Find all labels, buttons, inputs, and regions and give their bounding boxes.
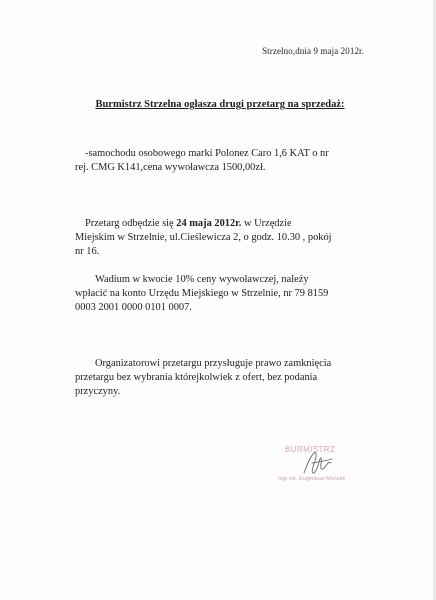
official-stamp [268,445,358,491]
auction-line-3: nr 16. [75,246,100,257]
auction-rest: w Urzędzie [241,218,292,229]
auction-lead: Przetarg odbędzie się [85,218,177,229]
deposit-line-1: Wadium w kwocie 10% ceny wywoławczej, należy [95,274,309,285]
date-line: Strzelno,dnia 9 maja 2012r. [262,46,364,56]
auction-line-2: Miejskim w Strzelnie, ul.Cieślewicza 2, o godz. 10.30 , pokój [75,232,332,243]
signature-image [298,447,338,479]
stamp-subtitle: mgr inż. Eugeniusz Moczek [278,476,346,482]
vehicle-line-2: rej. CMG K141,cena wywoławcza 1500,00zł. [75,162,266,173]
paragraph-auction-date [75,217,375,259]
paragraph-deposit [75,273,375,315]
deposit-line-2: wpłacić na konto Urzędu Miejskiego w Strzelnie, nr 79 8159 [75,288,329,299]
auction-date: 24 maja 2012r. [176,218,242,229]
stamp-title: BURMISTRZ [285,445,336,454]
paragraph-vehicle [75,147,375,175]
deposit-line-3: 0003 2001 0000 0101 0007. [75,302,192,313]
paragraph-right-to-close [75,357,375,399]
vehicle-line-1: -samochodu osobowego marki Polonez Caro 1,6 KAT o nr [85,148,329,159]
close-line-3: przyczyny. [75,386,121,397]
close-line-1: Organizatorowi przetargu przysługuje prawo zamknięcia [95,358,332,369]
close-line-2: przetargu bez wybrania którejkolwiek z ofert, bez podania [75,372,318,383]
notice-headline: Burmistrz Strzelna ogłasza drugi przetarg na sprzedaż: [95,99,345,110]
